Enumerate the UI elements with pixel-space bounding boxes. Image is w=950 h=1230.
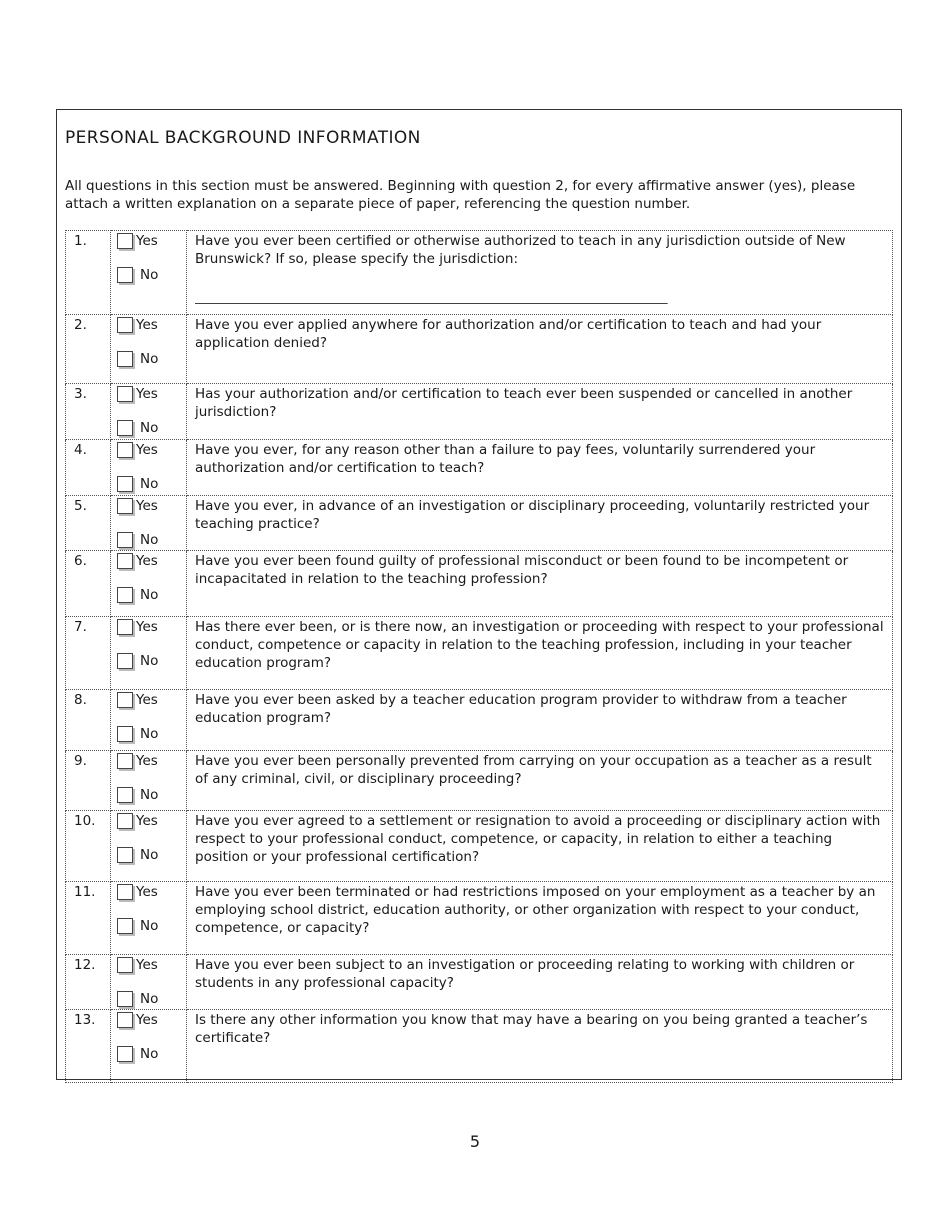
answer-cell: [111, 955, 187, 1010]
question-text: Have you ever applied anywhere for authorization and/or certification to teach and had your application denied?: [195, 317, 822, 351]
yes-checkbox[interactable]: [117, 498, 133, 514]
question-number: 4.: [66, 440, 111, 496]
answer-cell: [111, 231, 187, 315]
no-option[interactable]: [117, 475, 158, 493]
question-row: [66, 690, 893, 751]
question-text: Has there ever been, or is there now, an investigation or proceeding with respect to your professional conduct, competence or capacity in relation to the teaching profession, including in your teacher education program?: [195, 619, 884, 671]
question-text-cell: [187, 811, 893, 882]
yes-label: Yes: [136, 957, 158, 973]
no-label: No: [140, 1046, 159, 1062]
yes-checkbox[interactable]: [117, 813, 133, 829]
yes-option[interactable]: [117, 232, 158, 250]
no-checkbox[interactable]: [117, 847, 133, 863]
questions-table: [65, 230, 893, 1083]
yes-label: Yes: [136, 317, 158, 333]
yes-label: Yes: [136, 813, 158, 829]
no-label: No: [140, 267, 159, 283]
no-checkbox[interactable]: [117, 991, 133, 1007]
answer-cell: [111, 882, 187, 955]
question-row: [66, 751, 893, 811]
no-checkbox[interactable]: [117, 1046, 133, 1062]
yes-option[interactable]: [117, 752, 158, 770]
yes-option[interactable]: [117, 316, 158, 334]
yes-option[interactable]: [117, 618, 158, 636]
no-option[interactable]: [117, 1045, 158, 1063]
question-text-cell: [187, 551, 893, 617]
no-option[interactable]: [117, 350, 158, 368]
section-title: PERSONAL BACKGROUND INFORMATION: [65, 128, 421, 148]
yes-label: Yes: [136, 619, 158, 635]
yes-checkbox[interactable]: [117, 619, 133, 635]
yes-label: Yes: [136, 233, 158, 249]
yes-option[interactable]: [117, 812, 158, 830]
yes-option[interactable]: [117, 691, 158, 709]
question-number: 3.: [66, 384, 111, 440]
question-text-cell: [187, 440, 893, 496]
question-text-cell: [187, 496, 893, 551]
question-row: [66, 955, 893, 1010]
no-option[interactable]: [117, 531, 158, 549]
yes-option[interactable]: [117, 552, 158, 570]
question-text: Have you ever been found guilty of professional misconduct or been found to be incompetent or incapacitated in relation to the teaching profession?: [195, 553, 849, 587]
question-row: [66, 811, 893, 882]
yes-option[interactable]: [117, 441, 158, 459]
question-text: Has your authorization and/or certification to teach ever been suspended or cancelled in another jurisdiction?: [195, 386, 853, 420]
answer-cell: [111, 811, 187, 882]
yes-checkbox[interactable]: [117, 957, 133, 973]
answer-cell: [111, 440, 187, 496]
no-checkbox[interactable]: [117, 267, 133, 283]
question-text-cell: [187, 231, 893, 315]
no-option[interactable]: [117, 917, 158, 935]
no-checkbox[interactable]: [117, 918, 133, 934]
no-checkbox[interactable]: [117, 351, 133, 367]
no-checkbox[interactable]: [117, 587, 133, 603]
no-option[interactable]: [117, 725, 158, 743]
personal-background-section: [56, 109, 902, 1080]
question-text: Have you ever, in advance of an investigation or disciplinary proceeding, voluntarily restricted your teaching practice?: [195, 498, 870, 532]
question-text-cell: [187, 690, 893, 751]
yes-checkbox[interactable]: [117, 884, 133, 900]
question-number: 7.: [66, 617, 111, 690]
yes-label: Yes: [136, 442, 158, 458]
question-text: Have you ever, for any reason other than a failure to pay fees, voluntarily surrendered your authorization and/or certification to teach?: [195, 442, 816, 476]
no-label: No: [140, 653, 159, 669]
yes-option[interactable]: [117, 497, 158, 515]
question-number: 8.: [66, 690, 111, 751]
question-number: 5.: [66, 496, 111, 551]
question-text: Have you ever been certified or otherwise authorized to teach in any jurisdiction outside of New Brunswick? If so, please specify the jurisdiction:: [195, 233, 846, 267]
jurisdiction-answer-line[interactable]: ______________________________________________________________________: [195, 289, 668, 305]
no-option[interactable]: [117, 419, 158, 437]
question-text: Have you ever been personally prevented from carrying on your occupation as a teacher as a result of any criminal, civil, or disciplinary proceeding?: [195, 753, 872, 787]
no-label: No: [140, 726, 159, 742]
no-label: No: [140, 532, 159, 548]
yes-label: Yes: [136, 753, 158, 769]
section-instructions: All questions in this section must be answered. Beginning with question 2, for every affirmative answer (yes), please attach a written explanation on a separate piece of paper, referencing the question number.: [65, 178, 856, 212]
no-option[interactable]: [117, 586, 158, 604]
no-label: No: [140, 847, 159, 863]
no-label: No: [140, 918, 159, 934]
question-text: Have you ever agreed to a settlement or resignation to avoid a proceeding or disciplinary action with respect to your professional conduct, competence, or capacity, in relation to either a teaching position or your professional certification?: [195, 813, 881, 865]
question-text-cell: [187, 315, 893, 384]
answer-cell: [111, 551, 187, 617]
question-text: Is there any other information you know that may have a bearing on you being granted a teacher’s certificate?: [195, 1012, 868, 1046]
question-text-cell: [187, 1010, 893, 1083]
no-option[interactable]: [117, 846, 158, 864]
yes-label: Yes: [136, 498, 158, 514]
yes-label: Yes: [136, 553, 158, 569]
no-checkbox[interactable]: [117, 653, 133, 669]
no-label: No: [140, 787, 159, 803]
no-option[interactable]: [117, 652, 158, 670]
no-option[interactable]: [117, 266, 158, 284]
answer-cell: [111, 315, 187, 384]
question-number: 1.: [66, 231, 111, 315]
no-checkbox[interactable]: [117, 476, 133, 492]
question-row: [66, 882, 893, 955]
no-label: No: [140, 420, 159, 436]
question-row: [66, 496, 893, 551]
question-row: [66, 231, 893, 315]
no-checkbox[interactable]: [117, 420, 133, 436]
question-number: 9.: [66, 751, 111, 811]
no-label: No: [140, 476, 159, 492]
yes-checkbox[interactable]: [117, 317, 133, 333]
answer-cell: [111, 1010, 187, 1083]
question-text: Have you ever been terminated or had restrictions imposed on your employment as a teacher by an employing school district, education authority, or other organization with respect to your conduct, competence, or capacity?: [195, 884, 876, 936]
question-row: [66, 440, 893, 496]
no-checkbox[interactable]: [117, 787, 133, 803]
question-text-cell: [187, 384, 893, 440]
question-text-cell: [187, 955, 893, 1010]
yes-option[interactable]: [117, 883, 158, 901]
yes-checkbox[interactable]: [117, 386, 133, 402]
yes-label: Yes: [136, 692, 158, 708]
yes-checkbox[interactable]: [117, 692, 133, 708]
no-checkbox[interactable]: [117, 532, 133, 548]
yes-label: Yes: [136, 884, 158, 900]
yes-checkbox[interactable]: [117, 1012, 133, 1028]
question-number: 11.: [66, 882, 111, 955]
yes-label: Yes: [136, 386, 158, 402]
question-text-cell: [187, 751, 893, 811]
no-label: No: [140, 991, 159, 1007]
yes-option[interactable]: [117, 1011, 158, 1029]
question-text-cell: [187, 882, 893, 955]
no-checkbox[interactable]: [117, 726, 133, 742]
question-row: [66, 1010, 893, 1083]
question-text-cell: [187, 617, 893, 690]
answer-cell: [111, 496, 187, 551]
no-option[interactable]: [117, 990, 158, 1008]
answer-cell: [111, 617, 187, 690]
question-number: 10.: [66, 811, 111, 882]
yes-option[interactable]: [117, 385, 158, 403]
question-row: [66, 617, 893, 690]
no-option[interactable]: [117, 786, 158, 804]
question-number: 13.: [66, 1010, 111, 1083]
question-number: 12.: [66, 955, 111, 1010]
question-row: [66, 384, 893, 440]
question-number: 6.: [66, 551, 111, 617]
yes-checkbox[interactable]: [117, 233, 133, 249]
yes-label: Yes: [136, 1012, 158, 1028]
yes-option[interactable]: [117, 956, 158, 974]
question-text: Have you ever been asked by a teacher education program provider to withdraw from a teacher education program?: [195, 692, 847, 726]
answer-cell: [111, 751, 187, 811]
yes-checkbox[interactable]: [117, 442, 133, 458]
question-row: [66, 315, 893, 384]
no-label: No: [140, 587, 159, 603]
question-row: [66, 551, 893, 617]
answer-cell: [111, 690, 187, 751]
page-number: 5: [469, 1132, 481, 1151]
answer-cell: [111, 384, 187, 440]
yes-checkbox[interactable]: [117, 753, 133, 769]
yes-checkbox[interactable]: [117, 553, 133, 569]
question-number: 2.: [66, 315, 111, 384]
no-label: No: [140, 351, 159, 367]
question-text: Have you ever been subject to an investigation or proceeding relating to working with children or students in any professional capacity?: [195, 957, 855, 991]
